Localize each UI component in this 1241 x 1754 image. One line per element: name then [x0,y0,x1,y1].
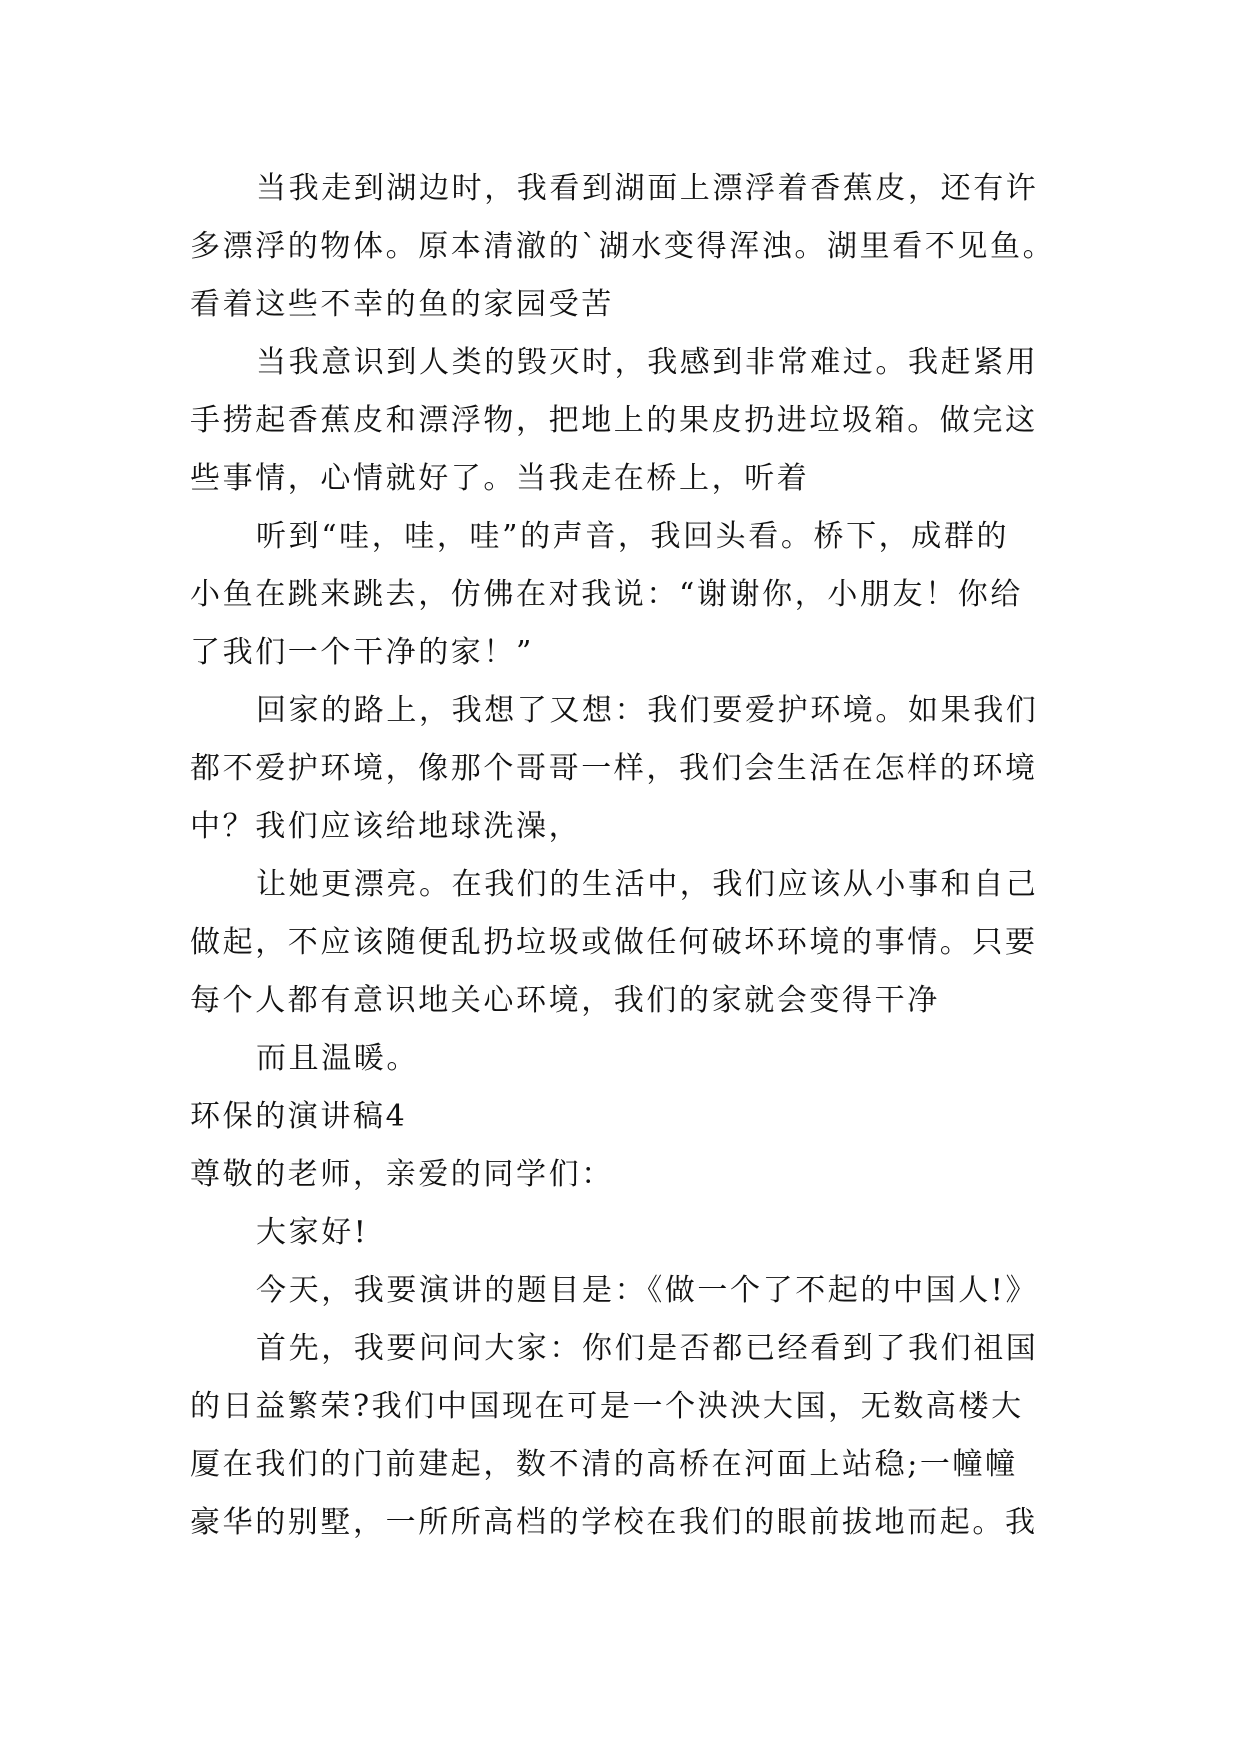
text-line: 厦在我们的门前建起，数不清的高桥在河面上站稳;一幢幢 [190,1447,1018,1482]
text-line: 做起，不应该随便乱扔垃圾或做任何破坏环境的事情。只要 [190,925,1038,960]
text-line: 听到“哇，哇，哇”的声音，我回头看。桥下，成群的 [256,519,1010,554]
greeting: 大家好! [256,1215,369,1250]
text-line: 而且温暖。 [256,1041,419,1076]
text-line: 回家的路上，我想了又想：我们要爱护环境。如果我们 [256,693,1039,728]
speech-topic: 今天，我要演讲的题目是：《做一个了不起的中国人!》 [256,1273,1039,1308]
text-line: 豪华的别墅，一所所高档的学校在我们的眼前拔地而起。我 [190,1505,1038,1540]
text-line: 当我走到湖边时，我看到湖面上漂浮着香蕉皮，还有许 [256,171,1039,206]
text-line: 每个人都有意识地关心环境，我们的家就会变得干净 [190,983,940,1018]
document-body [190,160,1060,1552]
text-line: 让她更漂亮。在我们的生活中，我们应该从小事和自己 [256,867,1039,902]
text-line: 多漂浮的物体。原本清澈的`湖水变得浑浊。湖里看不见鱼。 [190,229,1056,264]
text-line: 手捞起香蕉皮和漂浮物，把地上的果皮扔进垃圾箱。做完这 [190,403,1038,438]
text-line: 小鱼在跳来跳去，仿佛在对我说：“谢谢你，小朋友！你给 [190,577,1023,612]
text-line: 的日益繁荣?我们中国现在可是一个泱泱大国，无数高楼大 [190,1389,1024,1424]
text-line: 都不爱护环境，像那个哥哥一样，我们会生活在怎样的环境 [190,751,1038,786]
section-title: 环保的演讲稿4 [190,1099,408,1134]
text-line: 看着这些不幸的鱼的家园受苦 [190,287,614,322]
salutation: 尊敬的老师，亲爱的同学们： [190,1157,614,1192]
text-line: 些事情，心情就好了。当我走在桥上，听着 [190,461,810,496]
text-line: 当我意识到人类的毁灭时，我感到非常难过。我赶紧用 [256,345,1039,380]
text-line: 首先，我要问问大家：你们是否都已经看到了我们祖国 [256,1331,1039,1366]
text-line: 了我们一个干净的家！” [190,635,534,670]
text-line: 中？我们应该给地球洗澡， [190,809,582,844]
